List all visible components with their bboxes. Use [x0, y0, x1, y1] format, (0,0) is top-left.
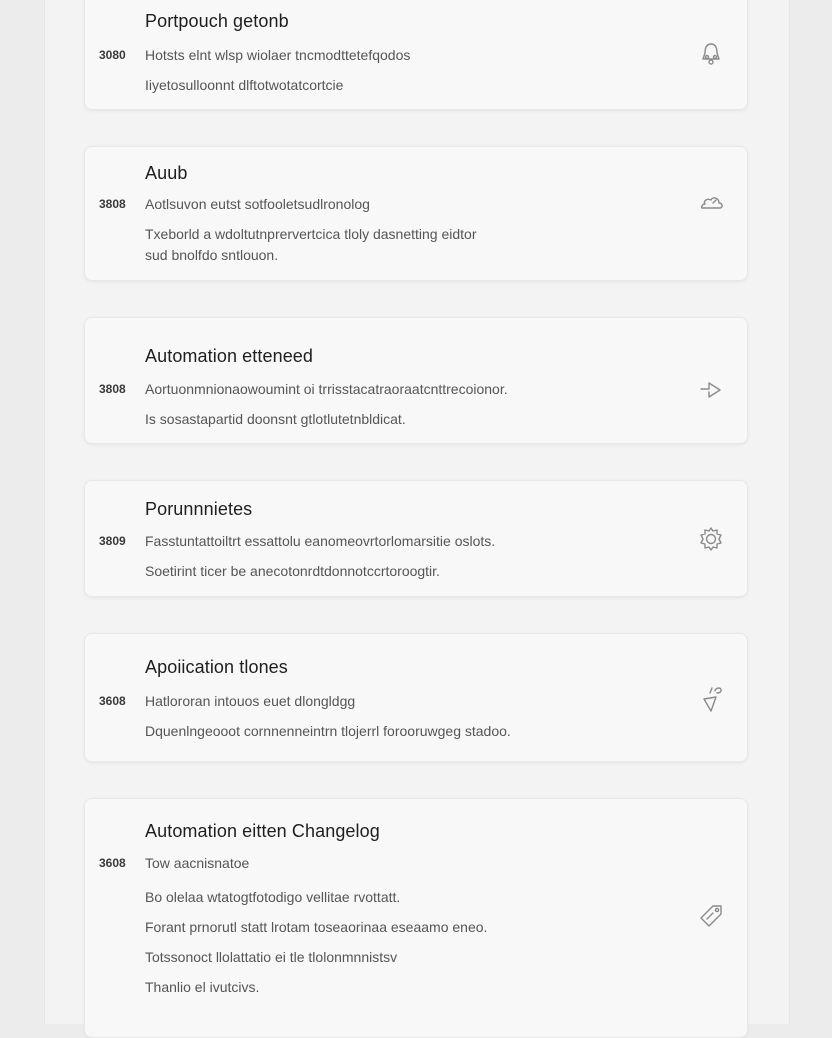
card-code: 3809: [99, 534, 126, 548]
list-item[interactable]: [84, 480, 748, 597]
card-title: Porunnnietes: [145, 499, 253, 519]
card-description: Iiyetosulloonnt dlftotwotatcortcie: [145, 77, 344, 93]
send-icon[interactable]: [693, 680, 729, 716]
card-description: Thanlio el ivutcivs.: [145, 979, 260, 995]
tag-icon[interactable]: [693, 895, 729, 931]
card-description: Soetirint ticer be anecotonrdtdonnotccrtoroogtir.: [145, 563, 440, 579]
card-code: 3808: [99, 197, 126, 211]
card-title: Automation eitten Changelog: [145, 821, 380, 841]
card-title: Apoiication tlones: [145, 657, 288, 677]
card-description: Forant prnorutl statt lrotam toseaorinaa eseaamo eneo.: [145, 919, 488, 935]
card-description: Hotsts elnt wlsp wiolaer tncmodttetefqodos: [145, 47, 411, 63]
card-code: 3608: [99, 856, 126, 870]
card-description: Fasstuntattoiltrt essattolu eanomeovrtorlomarsitie oslots.: [145, 533, 496, 549]
card-code: 3608: [99, 694, 126, 708]
card-description: Tow aacnisnatoe: [145, 855, 250, 871]
list-item[interactable]: [84, 798, 748, 1038]
card-description: Bo olelaa wtatogtfotodigo vellitae rvottatt.: [145, 889, 401, 905]
cloud-icon[interactable]: [693, 185, 729, 221]
card-description: Is sosastapartid doonsnt gtlotlutetnbldicat.: [145, 411, 406, 427]
card-title: Portpouch getonb: [145, 11, 289, 31]
card-title: Auub: [145, 163, 188, 183]
list-item[interactable]: [84, 317, 748, 444]
list-item[interactable]: [84, 146, 748, 281]
arrow-icon[interactable]: [693, 370, 729, 406]
list-item[interactable]: [84, 633, 748, 762]
bell-icon[interactable]: [693, 35, 729, 71]
card-code: 3080: [99, 48, 126, 62]
list-item[interactable]: [84, 0, 748, 110]
card-description: Aotlsuvon eutst sotfooletsudlronolog: [145, 196, 370, 212]
card-description: Dquenlngeooot cornnenneintrn tlojerrl forooruwgeg stadoo.: [145, 723, 511, 739]
card-description: Hatlororan intouos euet dlongldgg: [145, 693, 356, 709]
card-description: Totssonoct llolattatio ei tle tlolonmnnistsv: [145, 949, 398, 965]
card-code: 3808: [99, 382, 126, 396]
card-description: sud bnolfdo sntlouon.: [145, 247, 279, 263]
card-description: Aortuonmnionaowoumint oi trrisstacatraoraatcnttrecoionor.: [145, 381, 508, 397]
gear-icon[interactable]: [693, 521, 729, 557]
card-title: Automation etteneed: [145, 346, 314, 366]
card-description: Txeborld a wdoltutnprervertcica tloly dasnetting eidtor: [145, 226, 477, 242]
